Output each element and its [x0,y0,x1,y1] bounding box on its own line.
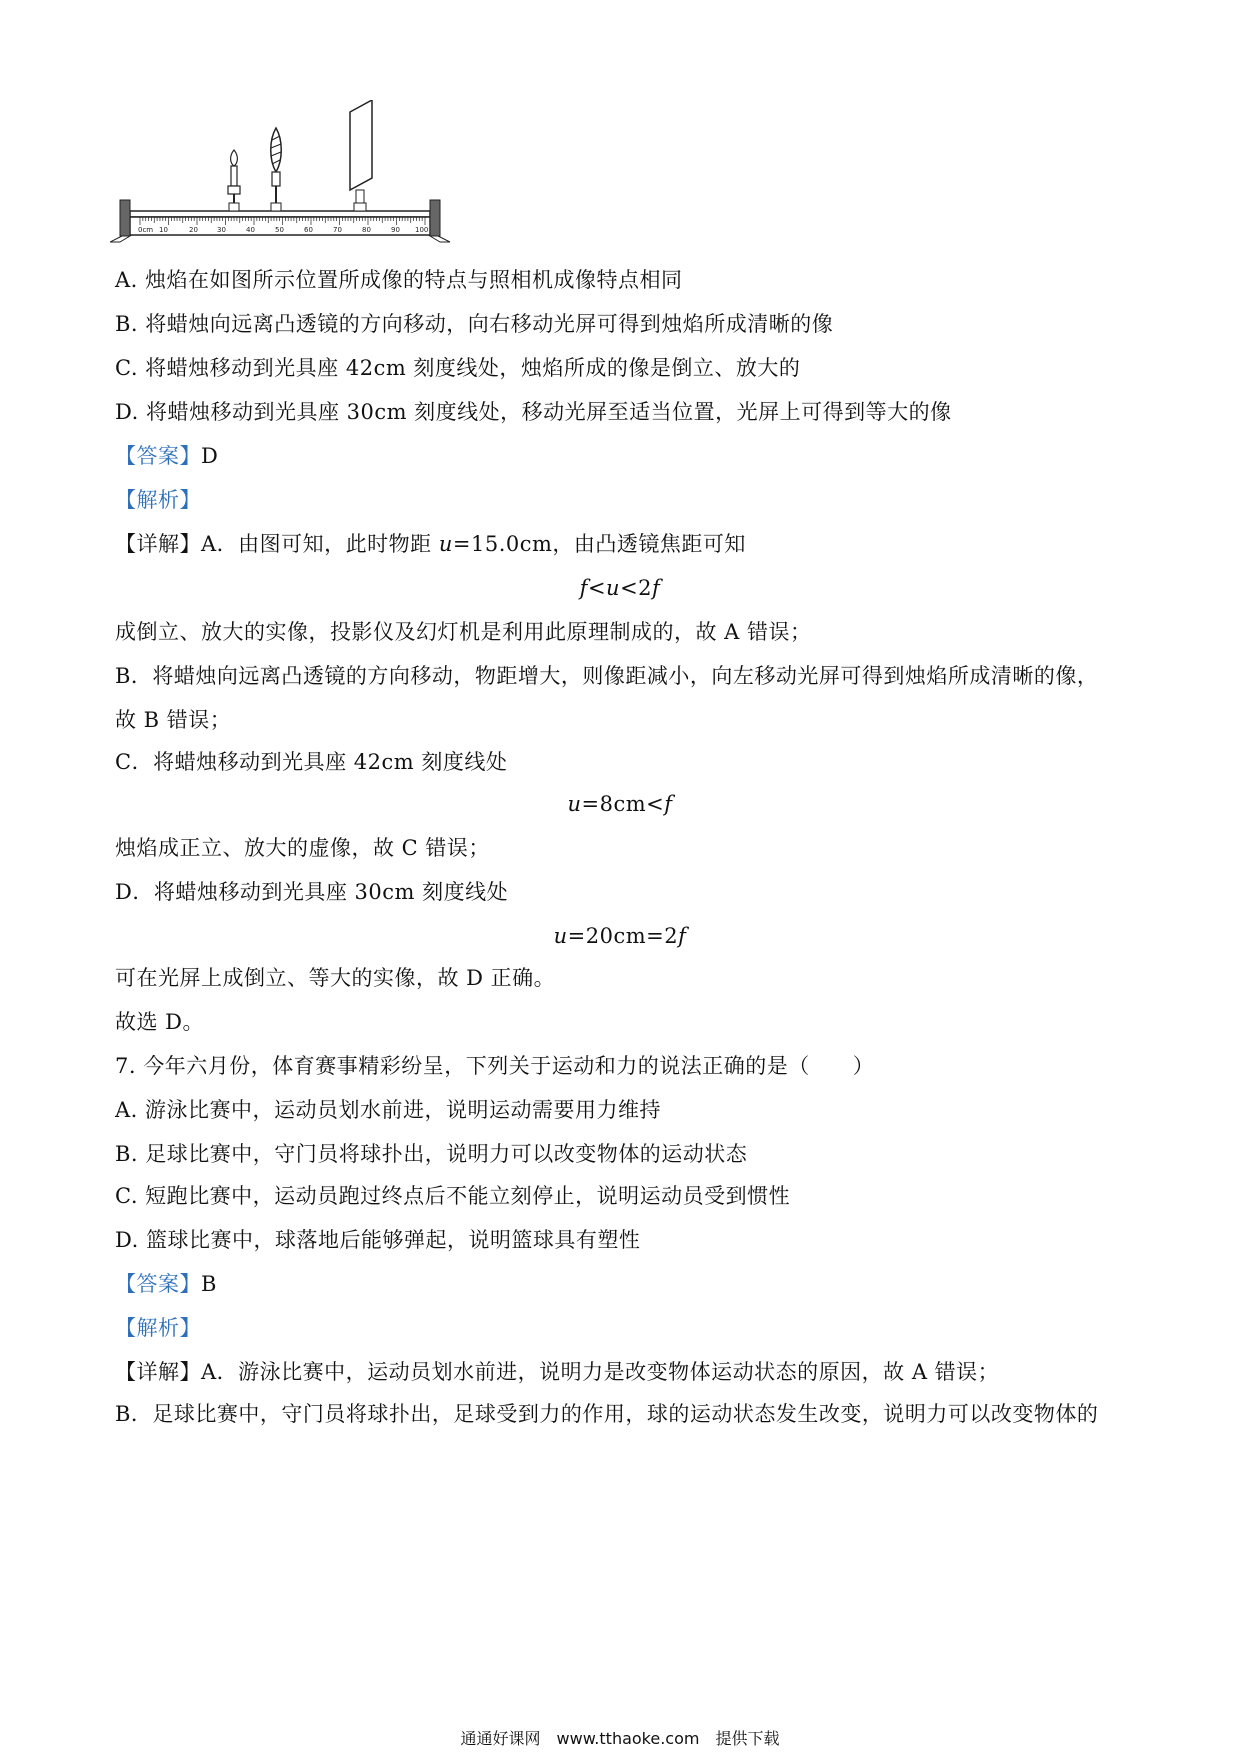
left-stand [110,200,130,242]
q7-option-b: B. 足球比赛中，守门员将球扑出，说明力可以改变物体的运动状态 [115,1142,748,1166]
tick-label: 70 [333,226,342,234]
detail-label: 【详解】 [115,1360,201,1384]
right-stand [430,200,450,242]
q6-option-a: A. 烛焰在如图所示位置所成像的特点与照相机成像特点相同 [115,268,683,292]
convex-lens [271,128,282,211]
formula-1 [0,574,1240,602]
tick-label: 60 [304,226,313,234]
tick-label: 50 [275,226,284,234]
answer-value: D [201,444,219,468]
answer-label: 【答案】 [115,1272,201,1296]
q7-option-a: A. 游泳比赛中，运动员划水前进，说明运动需要用力维持 [115,1098,662,1122]
formula-3-mid: =20cm=2 [567,924,679,948]
q6-detail-b-2: 故 B 错误； [115,708,232,732]
q6-answer [115,442,218,470]
tick-label: 0cm [138,226,154,234]
detail-label: 【详解】 [115,532,201,556]
q6-option-c: C. 将蜡烛移动到光具座 42cm 刻度线处，烛焰所成的像是倒立、放大的 [115,356,801,380]
var-u: u [438,532,453,556]
answer-value: B [201,1272,217,1296]
var-u: u [553,924,568,948]
q6-option-d: D. 将蜡烛移动到光具座 30cm 刻度线处，移动光屏至适当位置，光屏上可得到等大的像 [115,400,952,424]
q7-answer [115,1270,217,1298]
q7-option-d: D. 篮球比赛中，球落地后能够弹起，说明篮球具有塑性 [115,1228,641,1252]
q6-detail-a [115,530,746,558]
tick-label: 100 [415,226,429,234]
tick-label: 20 [189,226,198,234]
tick-label: 90 [391,226,400,234]
q7-detail-a [115,1358,999,1386]
optical-bench-figure [110,100,510,280]
q6-a-conclusion: 成倒立、放大的实像，投影仪及幻灯机是利用此原理制成的，故 A 错误； [115,620,812,644]
op-lt-2: <2 [620,576,653,600]
q6-d-conclusion: 可在光屏上成倒立、等大的实像，故 D 正确。 [115,966,556,990]
formula-2 [0,790,1240,818]
q7-analysis-label: 【解析】 [115,1316,201,1340]
var-f: f [664,792,673,816]
light-screen [350,100,372,211]
var-f: f [652,576,661,600]
candle [228,150,240,211]
q6-detail-c: C．将蜡烛移动到光具座 42cm 刻度线处 [115,750,508,774]
tick-label: 10 [159,226,168,234]
q6-detail-d: D．将蜡烛移动到光具座 30cm 刻度线处 [115,880,509,904]
q6-choose: 故选 D。 [115,1010,205,1034]
detail-a-text: A．游泳比赛中，运动员划水前进，说明力是改变物体运动状态的原因，故 A 错误； [201,1360,1000,1384]
bench-rail [130,211,430,217]
detail-a-pre: A．由图可知，此时物距 [201,532,439,556]
formula-3 [0,922,1240,950]
q7-option-c: C. 短跑比赛中，运动员跑过终点后不能立刻停止，说明运动员受到惯性 [115,1184,791,1208]
tick-label: 80 [362,226,371,234]
tick-label: 40 [246,226,255,234]
var-u: u [606,576,621,600]
page-footer: 通通好课网 www.tthaoke.com 提供下载 [460,1729,780,1748]
var-f: f [678,924,687,948]
q7-stem: 7. 今年六月份，体育赛事精彩纷呈，下列关于运动和力的说法正确的是（ ） [115,1054,875,1078]
q6-c-conclusion: 烛焰成正立、放大的虚像，故 C 错误； [115,836,490,860]
detail-a-post: =15.0cm，由凸透镜焦距可知 [452,532,746,556]
q6-analysis-label: 【解析】 [115,488,201,512]
op-lt: < [587,576,607,600]
answer-label: 【答案】 [115,444,201,468]
var-u: u [567,792,582,816]
q7-detail-b: B．足球比赛中，守门员将球扑出，足球受到力的作用，球的运动状态发生改变，说明力可以改变物体的 [115,1402,1099,1426]
tick-label: 30 [217,226,226,234]
q6-option-b: B. 将蜡烛向远离凸透镜的方向移动，向右移动光屏可得到烛焰所成清晰的像 [115,312,834,336]
formula-2-mid: =8cm< [581,792,665,816]
var-f: f [579,576,588,600]
q6-detail-b-1: B．将蜡烛向远离凸透镜的方向移动，物距增大，则像距减小，向左移动光屏可得到烛焰所成清晰的像， [115,664,1099,688]
